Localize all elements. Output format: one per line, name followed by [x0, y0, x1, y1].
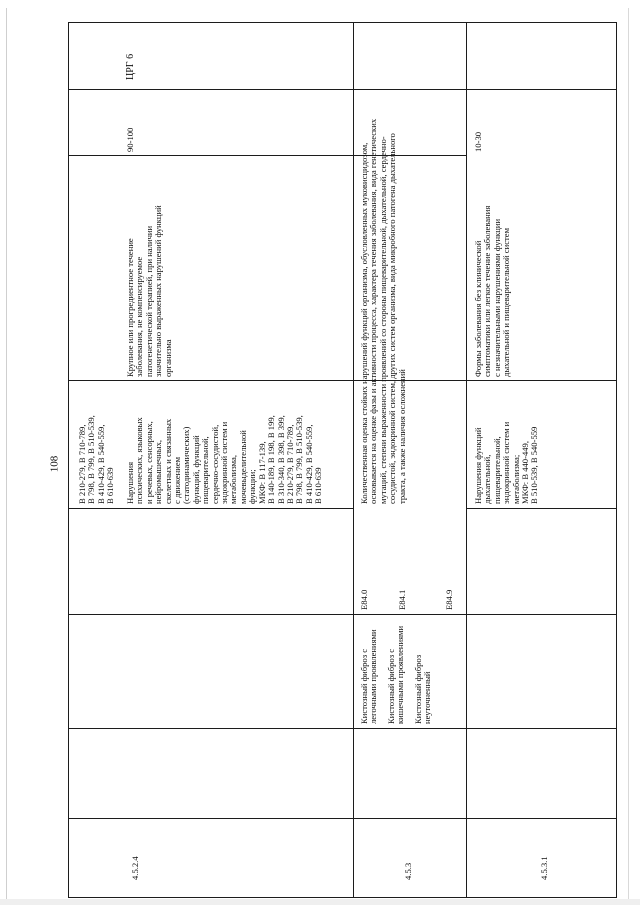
scan-bottom-band [0, 899, 640, 905]
percent-cell: 90-100 [125, 127, 135, 152]
column-separator [68, 614, 617, 615]
table-border-bottom [68, 897, 617, 898]
column-separator [68, 818, 617, 819]
row-code: 4.5.3.1 [539, 856, 549, 880]
disability-criteria-table [68, 22, 617, 898]
percent-cell: 10-30 [473, 131, 483, 152]
row-code: 4.5.2.4 [130, 856, 140, 880]
row-separator [466, 22, 467, 898]
table-border-top [68, 22, 617, 23]
scan-edge-left [6, 8, 7, 905]
row-separator [353, 22, 354, 898]
column-separator [68, 89, 617, 90]
group-cell: ЦРГ 6 [125, 53, 136, 80]
page-number: 108 [48, 455, 61, 473]
column-separator [466, 508, 617, 509]
functions-cell: Нарушения психических, языковых и речевых, сенсорных, нейромышечных, скелетных и связанных с движением (статодинамических) функций, функций пищеварительной, сердечно-сосудистой, эндокринной систем и метаболизма, мочевыделительной функции; МКФ: В 117-139, В 140-189, В 198, В 199, В 310-340, В 398, В 399, В 210-279, В 710-789, В 798, В 799, В 510-539, В 410-429, В 540-559, В 610-639 [125, 415, 324, 504]
functions-cell: Нарушения функций дыхательной, пищеварительной, эндокринной систем и метаболизма; МКФ: В 440-449, В 510-539, В 540-559 [473, 421, 540, 504]
table-border-left [68, 22, 69, 898]
functions-cell: В 210-279, В 710-789, В 798, В 799, В 510-539, В 410-429, В 540-559, В 610-639 [77, 415, 116, 504]
description-cell: Формы заболевания без клинической симптоматики или легкое течение заболевания с незначительными нарушениями функции дыхательной и пищеварительной систем [473, 205, 512, 377]
description-cell: Крупное или прогредиентное течение заболевания, не компенсируемое патогенетической терапией, при наличии значительно выраженных нарушений функций организма [125, 205, 173, 377]
mkb-code-cell: E84.1 [397, 589, 407, 610]
assessment-description: Количественная оценка стойких нарушений функций организма, обусловленных муковисцидозом, основывается на оценке фазы и активности процесса, характера течения заболевания, вида генетических мутаций, степени выраженности проявлений со стороны пищеварительной, дыхательной, сердечно- сосудистой, эндокринной систем, других систем организма, вида микробного патогена дыхательного тракта, а также наличия осложнений [359, 118, 407, 504]
row-code: 4.5.3 [403, 862, 413, 880]
column-separator [68, 508, 353, 509]
mkb-code-cell: E84.0 [359, 589, 369, 610]
table-border-right [616, 22, 617, 898]
scan-edge-right [628, 8, 629, 905]
mkb-code-cell: E84.9 [444, 589, 454, 610]
column-separator [68, 728, 617, 729]
diagnosis-cell: Кистозный фиброз с легочными проявлениями Кистозный фиброз с кишечными проявлениями Кистозный фиброз неуточненный [359, 625, 433, 724]
